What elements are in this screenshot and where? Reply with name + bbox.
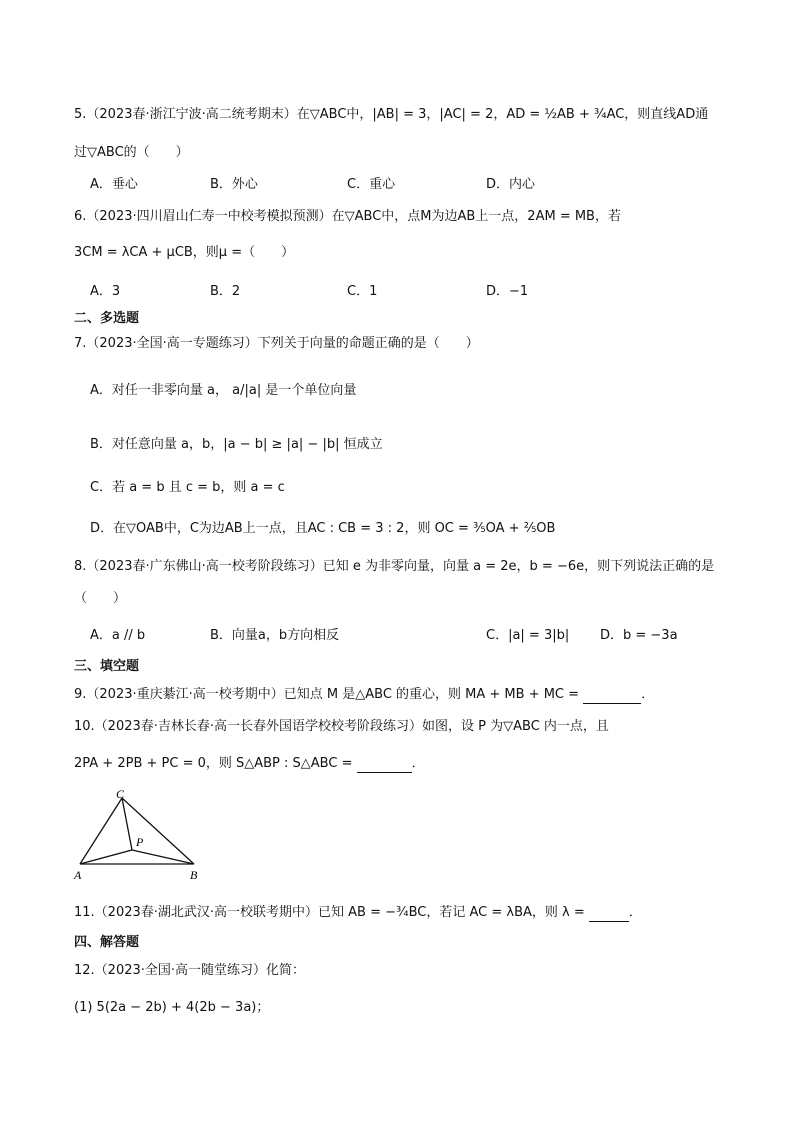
q6-line2: 3CM = λCA + μCB，则μ =（ ） [74, 245, 295, 260]
q8-line2: （ ） [74, 591, 127, 606]
q6-option-d: D．−1 [486, 284, 529, 299]
q7-option-b: B．对任意向量 a，b，|a − b| ≥ |a| − |b| 恒成立 [90, 437, 383, 452]
q5-option-c: C．重心 [347, 177, 396, 192]
q6-option-a: A．3 [90, 284, 121, 299]
q11-line [74, 904, 642, 922]
q10-line1: 10.（2023春·吉林长春·高一长春外国语学校校考阶段练习）如图，设 P 为▽ABC 内一点，且 [74, 719, 609, 734]
label-p: P [136, 835, 144, 849]
q8-option-a: A．a // b [90, 628, 146, 643]
q12-stem: 12.（2023·全国·高一随堂练习）化简： [74, 963, 306, 978]
q11-answer-blank[interactable] [589, 907, 629, 922]
q6-option-b: B．2 [210, 284, 241, 299]
section-multiple-choice: 二、多选题 [74, 311, 140, 326]
section-solutions: 四、解答题 [74, 935, 140, 950]
section-fill-in: 三、填空题 [74, 659, 140, 674]
label-c: C [116, 787, 125, 801]
q9-period: ． [641, 687, 655, 702]
q5-line2: 过▽ABC的（ ） [74, 145, 189, 160]
q6-line1: 6.（2023·四川眉山仁寿一中校考模拟预测）在▽ABC中，点M为边AB上一点，2AM = MB，若 [74, 209, 621, 224]
q9-text: 9.（2023·重庆綦江·高一校考期中）已知点 M 是△ABC 的重心，则 MA + MB + MC = [74, 687, 580, 702]
q5-option-a: A．垂心 [90, 177, 138, 192]
q7-stem: 7.（2023·全国·高一专题练习）下列关于向量的命题正确的是（ ） [74, 336, 479, 351]
q11-text: 11.（2023春·湖北武汉·高一校联考期中）已知 AB = −¾BC，若记 AC = λBA，则 λ = [74, 905, 585, 920]
q10-answer-blank[interactable] [357, 758, 412, 773]
q10-text: 2PA + 2PB + PC = 0，则 S△ABP : S△ABC = [74, 756, 353, 771]
q8-option-c: C．|a| = 3|b| [486, 628, 570, 643]
segment-bp [132, 850, 194, 864]
q5-option-d: D．内心 [486, 177, 536, 192]
q8-option-b: B．向量a，b方向相反 [210, 628, 340, 643]
triangle-figure [70, 786, 210, 882]
q11-period: ． [628, 905, 642, 920]
q9-answer-blank[interactable] [583, 689, 641, 704]
triangle-lines [80, 798, 194, 864]
q10-period: ． [411, 756, 425, 771]
q7-option-a: A．对任一非零向量 a， a/|a| 是一个单位向量 [90, 383, 357, 398]
q5-option-b: B．外心 [210, 177, 258, 192]
q8-line1: 8.（2023春·广东佛山·高一校考阶段练习）已知 e 为非零向量，向量 a = 2e，b = −6e，则下列说法正确的是 [74, 559, 715, 574]
q5-line1: 5.（2023春·浙江宁波·高二统考期末）在▽ABC中，|AB| = 3，|AC| = 2，AD = ½AB + ¾AC，则直线AD通 [74, 107, 709, 122]
q12-item1: (1) 5(2a − 2b) + 4(2b − 3a)； [74, 1000, 270, 1015]
label-b: B [190, 868, 198, 882]
q6-option-c: C．1 [347, 284, 378, 299]
q8-option-d: D．b = −3a [600, 628, 678, 643]
label-a: A [74, 868, 82, 882]
q7-option-d: D．在▽OAB中，C为边AB上一点，且AC : CB = 3 : 2，则 OC = ⅗OA + ⅖OB [90, 521, 556, 536]
q7-option-c: C．若 a = b 且 c = b，则 a = c [90, 480, 285, 495]
segment-cb [122, 798, 194, 864]
q10-line2 [74, 755, 425, 773]
q9-line [74, 686, 654, 704]
